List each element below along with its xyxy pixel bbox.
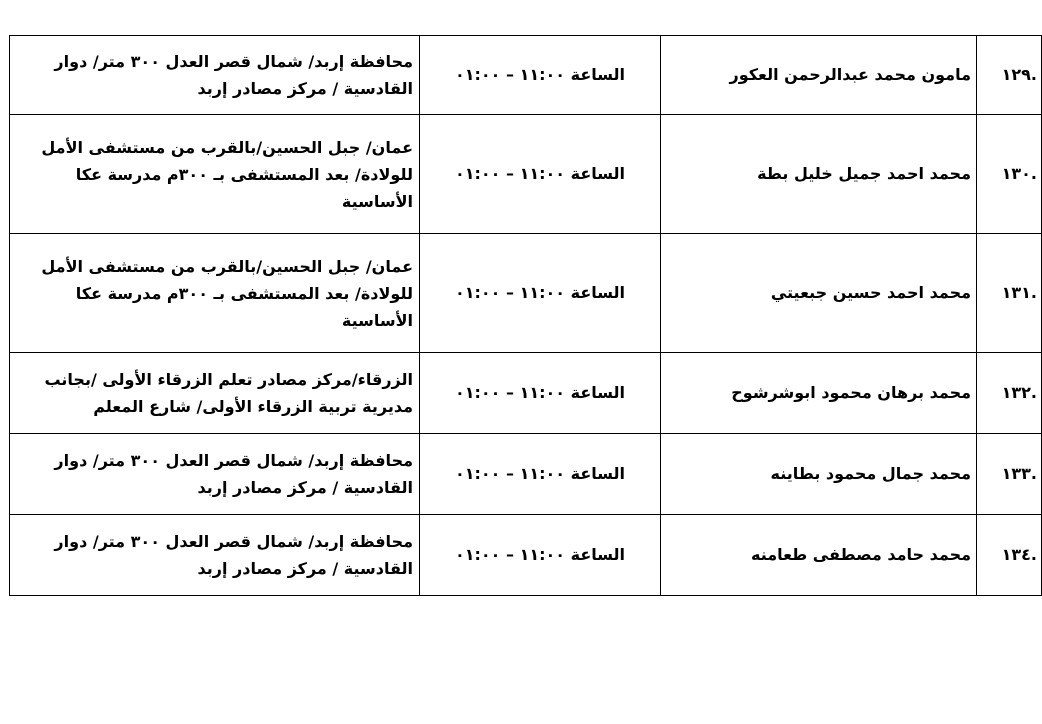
address-line: عمان/ جبل الحسين/بالقرب من مستشفى الأمل: [41, 256, 413, 276]
time-slot: الساعة ١١:٠٠ – ٠١:٠٠: [420, 434, 661, 515]
address-cell: [10, 234, 420, 353]
address-line: الأساسية: [341, 191, 413, 211]
address-line: عمان/ جبل الحسين/بالقرب من مستشفى الأمل: [41, 137, 413, 157]
time-slot: الساعة ١١:٠٠ – ٠١:٠٠: [420, 353, 661, 434]
table-row: [10, 515, 1042, 596]
address-line: للولادة/ بعد المستشفى بـ ٣٠٠م مدرسة عكا: [75, 164, 413, 184]
row-number: .١٣٢: [977, 353, 1042, 434]
table-row: [10, 434, 1042, 515]
row-number: .١٣٠: [977, 115, 1042, 234]
address-line: محافظة إربد/ شمال قصر العدل ٣٠٠ متر/ دوار: [54, 52, 413, 71]
address-cell: [10, 115, 420, 234]
schedule-table: [9, 35, 1042, 596]
address-line: القادسية / مركز مصادر إربد: [197, 478, 413, 497]
address-cell: [10, 434, 420, 515]
time-slot: الساعة ١١:٠٠ – ٠١:٠٠: [420, 115, 661, 234]
row-number: .١٣٣: [977, 434, 1042, 515]
address-line: القادسية / مركز مصادر إربد: [197, 79, 413, 98]
address-line: محافظة إربد/ شمال قصر العدل ٣٠٠ متر/ دوار: [54, 532, 413, 551]
time-slot: الساعة ١١:٠٠ – ٠١:٠٠: [420, 234, 661, 353]
address-cell: [10, 353, 420, 434]
address-line: الأساسية: [341, 310, 413, 330]
table-row: [10, 115, 1042, 234]
address-cell: [10, 36, 420, 115]
address-line: القادسية / مركز مصادر إربد: [197, 559, 413, 578]
person-name: مامون محمد عبدالرحمن العكور: [661, 36, 977, 115]
person-name: محمد احمد حسين جبعيتي: [661, 234, 977, 353]
person-name: محمد جمال محمود بطاينه: [661, 434, 977, 515]
row-number: .١٣١: [977, 234, 1042, 353]
table-row: [10, 234, 1042, 353]
table-row: [10, 36, 1042, 115]
address-line: مديرية تربية الزرقاء الأولى/ شارع المعلم: [93, 397, 413, 416]
person-name: محمد برهان محمود ابوشرشوح: [661, 353, 977, 434]
address-line: الزرقاء/مركز مصادر تعلم الزرقاء الأولى /بجانب: [44, 370, 413, 389]
table-row: [10, 353, 1042, 434]
person-name: محمد احمد جميل خليل بطة: [661, 115, 977, 234]
row-number: .١٢٩: [977, 36, 1042, 115]
time-slot: الساعة ١١:٠٠ – ٠١:٠٠: [420, 515, 661, 596]
address-line: للولادة/ بعد المستشفى بـ ٣٠٠م مدرسة عكا: [75, 283, 413, 303]
person-name: محمد حامد مصطفى طعامنه: [661, 515, 977, 596]
time-slot: الساعة ١١:٠٠ – ٠١:٠٠: [420, 36, 661, 115]
address-cell: [10, 515, 420, 596]
address-line: محافظة إربد/ شمال قصر العدل ٣٠٠ متر/ دوار: [54, 451, 413, 470]
row-number: .١٣٤: [977, 515, 1042, 596]
